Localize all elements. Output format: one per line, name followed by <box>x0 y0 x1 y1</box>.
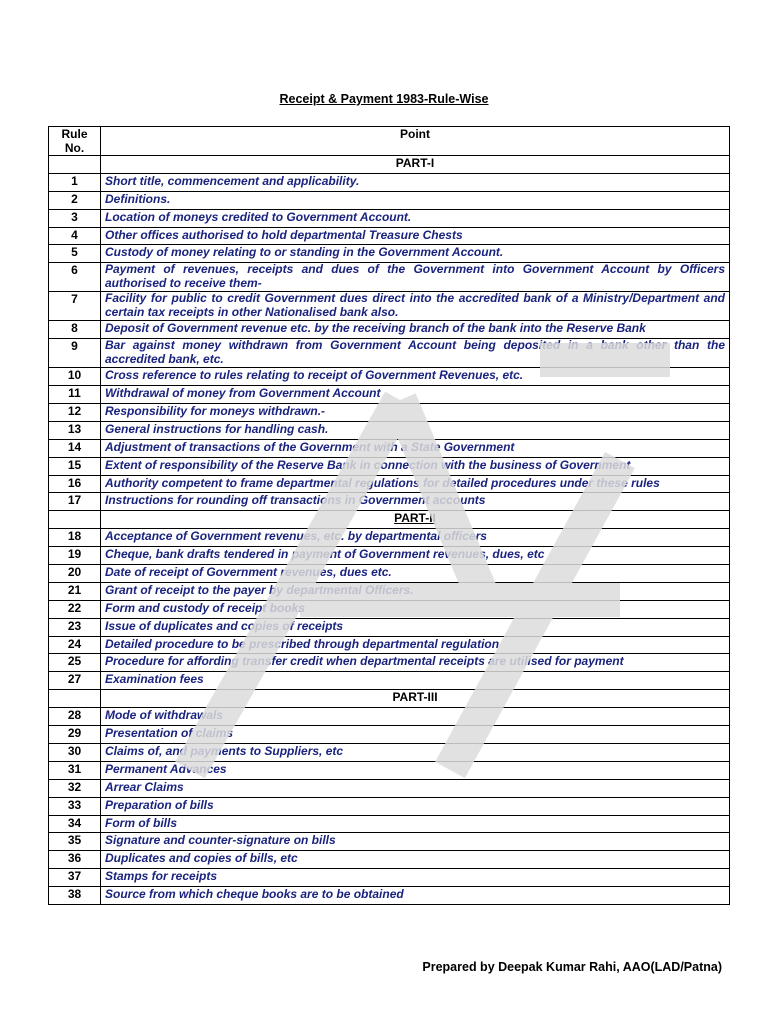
rule-point: Bar against money withdrawn from Government Account being deposited in a bank other than the accredited bank, etc. <box>101 339 730 368</box>
rule-number: 24 <box>49 636 101 654</box>
rule-number: 21 <box>49 582 101 600</box>
rule-number: 20 <box>49 565 101 583</box>
rule-number: 1 <box>49 173 101 191</box>
table-row <box>49 386 730 404</box>
rule-point: Payment of revenues, receipts and dues of the Government into Government Account by Officers authorised to receive them- <box>101 263 730 292</box>
rule-number: 37 <box>49 869 101 887</box>
table-row <box>49 869 730 887</box>
rule-number: 4 <box>49 227 101 245</box>
rule-number: 15 <box>49 457 101 475</box>
rules-table <box>48 126 730 905</box>
section-label: PART-I <box>395 156 435 170</box>
rule-point: Mode of withdrawals <box>101 708 730 726</box>
rule-point: Date of receipt of Government revenues, dues etc. <box>101 565 730 583</box>
table-row <box>49 565 730 583</box>
rule-number: 13 <box>49 421 101 439</box>
rule-number: 34 <box>49 815 101 833</box>
table-row <box>49 851 730 869</box>
point-header: Point <box>101 127 730 156</box>
rule-point: Permanent Advances <box>101 761 730 779</box>
section-label-cell <box>101 156 730 174</box>
section-label: PART-II <box>394 511 436 526</box>
rule-number: 8 <box>49 321 101 339</box>
rule-number: 16 <box>49 475 101 493</box>
rule-point: Facility for public to credit Government dues direct into the accredited bank of a Ministry/Department and certain tax receipts in other Nationalised bank also. <box>101 292 730 321</box>
rule-number: 17 <box>49 493 101 511</box>
section-row <box>49 511 730 529</box>
rule-point: Acceptance of Government revenues, etc. by departmental officers <box>101 529 730 547</box>
rule-number: 25 <box>49 654 101 672</box>
table-row <box>49 339 730 368</box>
rule-number: 31 <box>49 761 101 779</box>
table-row <box>49 708 730 726</box>
rule-number: 30 <box>49 743 101 761</box>
rule-point: Location of moneys credited to Government Account. <box>101 209 730 227</box>
rule-number: 10 <box>49 368 101 386</box>
rule-number: 36 <box>49 851 101 869</box>
rule-number: 9 <box>49 339 101 368</box>
rule-point: Issue of duplicates and copies of receipts <box>101 618 730 636</box>
rule-number: 14 <box>49 439 101 457</box>
rule-point: Responsibility for moneys withdrawn.- <box>101 404 730 422</box>
rule-point: Definitions. <box>101 191 730 209</box>
rule-point: Custody of money relating to or standing in the Government Account. <box>101 245 730 263</box>
rule-point: Presentation of claims <box>101 726 730 744</box>
rule-point: Form and custody of receipt books <box>101 600 730 618</box>
table-row <box>49 475 730 493</box>
table-row <box>49 404 730 422</box>
table-row <box>49 743 730 761</box>
rule-number: 2 <box>49 191 101 209</box>
rule-point: Instructions for rounding off transactions in Government accounts <box>101 493 730 511</box>
section-empty-cell <box>49 511 101 529</box>
rule-number: 11 <box>49 386 101 404</box>
rule-number: 38 <box>49 887 101 905</box>
rule-number: 19 <box>49 547 101 565</box>
rule-number: 35 <box>49 833 101 851</box>
table-row <box>49 833 730 851</box>
section-label-cell <box>101 511 730 529</box>
table-row <box>49 321 730 339</box>
rule-point: Adjustment of transactions of the Government with a State Government <box>101 439 730 457</box>
document-title: Receipt & Payment 1983-Rule-Wise <box>279 92 489 106</box>
table-row <box>49 263 730 292</box>
rule-number: 28 <box>49 708 101 726</box>
rule-number: 23 <box>49 618 101 636</box>
rule-number: 27 <box>49 672 101 690</box>
rule-point: Stamps for receipts <box>101 869 730 887</box>
rule-number: 3 <box>49 209 101 227</box>
rule-point: Signature and counter-signature on bills <box>101 833 730 851</box>
rule-number: 33 <box>49 797 101 815</box>
rule-point: Duplicates and copies of bills, etc <box>101 851 730 869</box>
rule-point: Arrear Claims <box>101 779 730 797</box>
table-row <box>49 654 730 672</box>
table-row <box>49 726 730 744</box>
section-row <box>49 156 730 174</box>
rule-number: 29 <box>49 726 101 744</box>
rule-point: Authority competent to frame departmental regulations for detailed procedures under these rules <box>101 475 730 493</box>
rule-point: Grant of receipt to the payer by departmental Officers. <box>101 582 730 600</box>
section-label-cell <box>101 690 730 708</box>
table-row <box>49 421 730 439</box>
table-row <box>49 887 730 905</box>
prepared-by-footer: Prepared by Deepak Kumar Rahi, AAO(LAD/Patna) <box>422 960 722 974</box>
section-row <box>49 690 730 708</box>
rule-no-header: Rule No. <box>49 127 101 156</box>
rule-point: Procedure for affording transfer credit when departmental receipts are utilised for payment <box>101 654 730 672</box>
rule-point: Cross reference to rules relating to receipt of Government Revenues, etc. <box>101 368 730 386</box>
table-row <box>49 797 730 815</box>
rule-point: Preparation of bills <box>101 797 730 815</box>
table-row <box>49 209 730 227</box>
section-empty-cell <box>49 690 101 708</box>
rule-number: 32 <box>49 779 101 797</box>
rule-number: 5 <box>49 245 101 263</box>
table-row <box>49 636 730 654</box>
table-row <box>49 600 730 618</box>
table-row <box>49 245 730 263</box>
table-row <box>49 547 730 565</box>
rule-number: 6 <box>49 263 101 292</box>
rule-point: Cheque, bank drafts tendered in payment of Government revenues, dues, etc <box>101 547 730 565</box>
table-row <box>49 582 730 600</box>
rule-point: Extent of responsibility of the Reserve Bank in connection with the business of Government <box>101 457 730 475</box>
rule-point: General instructions for handling cash. <box>101 421 730 439</box>
table-row <box>49 439 730 457</box>
rule-point: Detailed procedure to be prescribed through departmental regulation <box>101 636 730 654</box>
section-empty-cell <box>49 156 101 174</box>
rule-point: Form of bills <box>101 815 730 833</box>
table-row <box>49 191 730 209</box>
rule-number: 22 <box>49 600 101 618</box>
table-row <box>49 761 730 779</box>
table-row <box>49 618 730 636</box>
rule-point: Other offices authorised to hold departmental Treasure Chests <box>101 227 730 245</box>
rule-point: Withdrawal of money from Government Account <box>101 386 730 404</box>
rule-number: 7 <box>49 292 101 321</box>
table-row <box>49 292 730 321</box>
section-label: PART-III <box>392 690 438 705</box>
table-row <box>49 672 730 690</box>
table-row <box>49 368 730 386</box>
table-header-row <box>49 127 730 156</box>
rules-body <box>49 156 730 905</box>
rule-point: Deposit of Government revenue etc. by the receiving branch of the bank into the Reserve Bank <box>101 321 730 339</box>
rule-number: 12 <box>49 404 101 422</box>
rule-point: Short title, commencement and applicability. <box>101 173 730 191</box>
rule-point: Source from which cheque books are to be obtained <box>101 887 730 905</box>
rule-number: 18 <box>49 529 101 547</box>
rule-point: Examination fees <box>101 672 730 690</box>
table-row <box>49 779 730 797</box>
table-row <box>49 529 730 547</box>
table-row <box>49 227 730 245</box>
table-row <box>49 815 730 833</box>
table-row <box>49 493 730 511</box>
rule-point: Claims of, and payments to Suppliers, etc <box>101 743 730 761</box>
table-row <box>49 457 730 475</box>
table-row <box>49 173 730 191</box>
